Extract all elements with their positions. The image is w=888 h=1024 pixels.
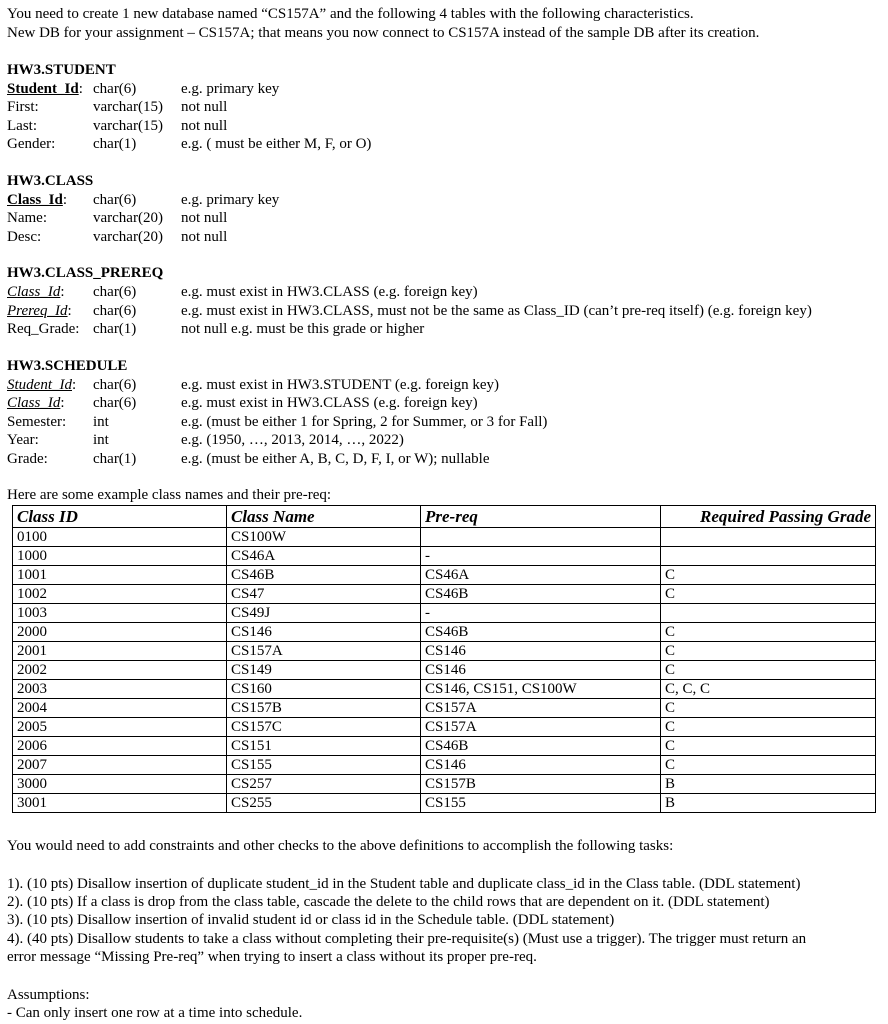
class-id-cell: 1001: [13, 566, 227, 585]
grade-cell: C: [661, 661, 876, 680]
class-name-cell: CS160: [227, 680, 421, 699]
table-row: [13, 642, 876, 661]
grade-cell: B: [661, 775, 876, 794]
class-field-row: Class_Id: char(6) e.g. primary key: [7, 192, 280, 208]
field-name: Grade:: [7, 451, 48, 467]
field-type: char(6): [93, 377, 137, 393]
pre-req-cell: CS157A: [421, 699, 661, 718]
table-row: [13, 623, 876, 642]
grade-cell: B: [661, 794, 876, 813]
pre-req-cell: CS157A: [421, 718, 661, 737]
intro-line-1: You need to create 1 new database named “CS157A” and the following 4 tables with the following characteristics.: [7, 6, 694, 22]
field-type: char(6): [93, 303, 137, 319]
schedule-table-title: HW3.SCHEDULE: [7, 358, 128, 374]
task-2: 2). (10 pts) If a class is drop from the class table, cascade the delete to the child rows that are dependent on it. (DDL statement): [7, 894, 770, 910]
field-name: Class_Id: [7, 395, 61, 411]
pre-req-cell: CS157B: [421, 775, 661, 794]
table-row: [13, 737, 876, 756]
field-note: not null: [181, 229, 228, 245]
table-row: [13, 604, 876, 623]
table-caption: Here are some example class names and their pre-req:: [7, 487, 332, 503]
field-name: Student_Id: [7, 377, 72, 393]
table-row: [13, 528, 876, 547]
table-row: [13, 680, 876, 699]
field-note: not null: [181, 210, 228, 226]
grade-cell: C, C, C: [661, 680, 876, 699]
field-name: Class_Id: [7, 192, 63, 208]
table-row: [13, 794, 876, 813]
pre-req-cell: CS46B: [421, 623, 661, 642]
class-prereq-table-title: HW3.CLASS_PREREQ: [7, 265, 164, 281]
class-id-cell: 2007: [13, 756, 227, 775]
field-name: Semester:: [7, 414, 67, 430]
grade-cell: [661, 547, 876, 566]
grade-cell: C: [661, 623, 876, 642]
class-id-cell: 2000: [13, 623, 227, 642]
field-type: char(6): [93, 284, 137, 300]
header-class-id: Class ID: [13, 506, 227, 528]
field-note: e.g. (must be either A, B, C, D, F, I, or W); nullable: [181, 451, 490, 467]
table-row: [13, 756, 876, 775]
student-table-title: HW3.STUDENT: [7, 62, 116, 78]
grade-cell: [661, 604, 876, 623]
field-note: e.g. must exist in HW3.CLASS (e.g. foreign key): [181, 284, 478, 300]
task-4-continued: error message “Missing Pre-req” when trying to insert a class without its proper pre-req.: [7, 949, 537, 965]
class-id-cell: 1000: [13, 547, 227, 566]
schedule-field-row: Class_Id: char(6) e.g. must exist in HW3.CLASS (e.g. foreign key): [7, 395, 478, 411]
grade-cell: C: [661, 566, 876, 585]
table-row: [13, 585, 876, 604]
field-name: Class_Id: [7, 284, 61, 300]
student-field-row: [0, 135, 888, 154]
class-id-cell: 2001: [13, 642, 227, 661]
class-id-cell: 2003: [13, 680, 227, 699]
pre-req-cell: CS46B: [421, 737, 661, 756]
field-note: e.g. must exist in HW3.CLASS, must not be the same as Class_ID (can’t pre-req itself) (e.g. foreign key): [181, 303, 812, 319]
table-row: [13, 566, 876, 585]
pre-req-cell: -: [421, 604, 661, 623]
pre-req-cell: [421, 528, 661, 547]
field-type: varchar(15): [93, 99, 163, 115]
header-class-name: Class Name: [227, 506, 421, 528]
assumption-item: - Can only insert one row at a time into schedule.: [7, 1005, 303, 1021]
pre-req-cell: -: [421, 547, 661, 566]
field-note: not null: [181, 99, 228, 115]
grade-cell: C: [661, 718, 876, 737]
field-name: Name:: [7, 210, 47, 226]
field-type: varchar(15): [93, 118, 163, 134]
assumptions-title: Assumptions:: [7, 987, 90, 1003]
class-name-cell: CS151: [227, 737, 421, 756]
class-id-cell: 2004: [13, 699, 227, 718]
class-field-row: [0, 228, 888, 247]
field-name: Last:: [7, 118, 37, 134]
task-1: 1). (10 pts) Disallow insertion of duplicate student_id in the Student table and duplicate class_id in the Class table. (DDL statement): [7, 876, 801, 892]
schedule-field-row: Student_Id: char(6) e.g. must exist in HW3.STUDENT (e.g. foreign key): [7, 377, 499, 393]
grade-cell: C: [661, 585, 876, 604]
class-name-cell: CS46B: [227, 566, 421, 585]
grade-cell: C: [661, 756, 876, 775]
field-name: Student_Id: [7, 81, 79, 97]
class-name-cell: CS257: [227, 775, 421, 794]
student-field-row: [0, 98, 888, 117]
field-note: e.g. primary key: [181, 81, 280, 97]
field-note: e.g. (1950, …, 2013, 2014, …, 2022): [181, 432, 404, 448]
class-id-cell: 2005: [13, 718, 227, 737]
class-name-cell: CS47: [227, 585, 421, 604]
field-type: char(1): [93, 451, 137, 467]
pre-req-cell: CS146, CS151, CS100W: [421, 680, 661, 699]
table-row: [13, 547, 876, 566]
student-field-row: [0, 117, 888, 136]
class-prereq-table: [12, 505, 876, 813]
field-type: char(6): [93, 192, 137, 208]
field-note: e.g. must exist in HW3.STUDENT (e.g. foreign key): [181, 377, 499, 393]
table-row: [13, 661, 876, 680]
field-type: int: [93, 432, 109, 448]
task-4: 4). (40 pts) Disallow students to take a class without completing their pre-requisite(s) (Must use a trigger). The trigger must return an: [7, 931, 807, 947]
class-id-cell: 0100: [13, 528, 227, 547]
field-type: varchar(20): [93, 229, 163, 245]
field-type: int: [93, 414, 109, 430]
class-prereq-field-row: Class_Id: char(6) e.g. must exist in HW3.CLASS (e.g. foreign key): [7, 284, 478, 300]
class-name-cell: CS100W: [227, 528, 421, 547]
grade-cell: C: [661, 699, 876, 718]
class-name-cell: CS157C: [227, 718, 421, 737]
class-table-title: HW3.CLASS: [7, 173, 94, 189]
class-field-row: [0, 209, 888, 228]
class-name-cell: CS157B: [227, 699, 421, 718]
field-type: char(1): [93, 136, 137, 152]
pre-req-cell: CS46A: [421, 566, 661, 585]
field-note: not null: [181, 118, 228, 134]
header-required-grade: Required Passing Grade: [661, 506, 876, 528]
table-header-row: [13, 506, 876, 528]
grade-cell: [661, 528, 876, 547]
class-prereq-field-row: [0, 320, 888, 339]
field-note: e.g. must exist in HW3.CLASS (e.g. foreign key): [181, 395, 478, 411]
table-row: [13, 718, 876, 737]
pre-req-cell: CS146: [421, 756, 661, 775]
field-type: char(1): [93, 321, 137, 337]
class-id-cell: 2002: [13, 661, 227, 680]
field-type: varchar(20): [93, 210, 163, 226]
pre-req-cell: CS146: [421, 642, 661, 661]
class-name-cell: CS149: [227, 661, 421, 680]
class-id-cell: 1003: [13, 604, 227, 623]
table-row: [13, 699, 876, 718]
class-name-cell: CS49J: [227, 604, 421, 623]
schedule-field-row: [0, 450, 888, 469]
field-name: Prereq_Id: [7, 303, 68, 319]
class-id-cell: 1002: [13, 585, 227, 604]
field-name: Gender:: [7, 136, 56, 152]
task-3: 3). (10 pts) Disallow insertion of invalid student id or class id in the Schedule table. (DDL statement): [7, 912, 615, 928]
schedule-field-row: [0, 431, 888, 450]
class-id-cell: 3001: [13, 794, 227, 813]
field-name: Year:: [7, 432, 39, 448]
intro-line-2: New DB for your assignment – CS157A; that means you now connect to CS157A instead of the sample DB after its creation.: [7, 25, 760, 41]
field-note: e.g. primary key: [181, 192, 280, 208]
class-name-cell: CS255: [227, 794, 421, 813]
class-name-cell: CS155: [227, 756, 421, 775]
schedule-field-row: [0, 413, 888, 432]
pre-req-cell: CS146: [421, 661, 661, 680]
field-type: char(6): [93, 395, 137, 411]
grade-cell: C: [661, 642, 876, 661]
field-type: char(6): [93, 81, 137, 97]
table-body: [13, 528, 876, 813]
field-name: First:: [7, 99, 39, 115]
class-name-cell: CS157A: [227, 642, 421, 661]
class-name-cell: CS146: [227, 623, 421, 642]
header-pre-req: Pre-req: [421, 506, 661, 528]
field-note: e.g. ( must be either M, F, or O): [181, 136, 372, 152]
student-field-row: Student_Id: char(6) e.g. primary key: [7, 81, 280, 97]
class-id-cell: 2006: [13, 737, 227, 756]
pre-req-cell: CS155: [421, 794, 661, 813]
class-prereq-field-row: Prereq_Id: char(6) e.g. must exist in HW3.CLASS, must not be the same as Class_ID (can’t pre-req itself) (e.g. foreign key): [7, 303, 812, 319]
field-name: Req_Grade:: [7, 321, 80, 337]
field-name: Desc:: [7, 229, 42, 245]
class-name-cell: CS46A: [227, 547, 421, 566]
table-row: [13, 775, 876, 794]
field-note: not null e.g. must be this grade or higher: [181, 321, 425, 337]
field-note: e.g. (must be either 1 for Spring, 2 for Summer, or 3 for Fall): [181, 414, 548, 430]
class-id-cell: 3000: [13, 775, 227, 794]
tasks-intro: You would need to add constraints and other checks to the above definitions to accomplish the following tasks:: [7, 838, 674, 854]
grade-cell: C: [661, 737, 876, 756]
pre-req-cell: CS46B: [421, 585, 661, 604]
